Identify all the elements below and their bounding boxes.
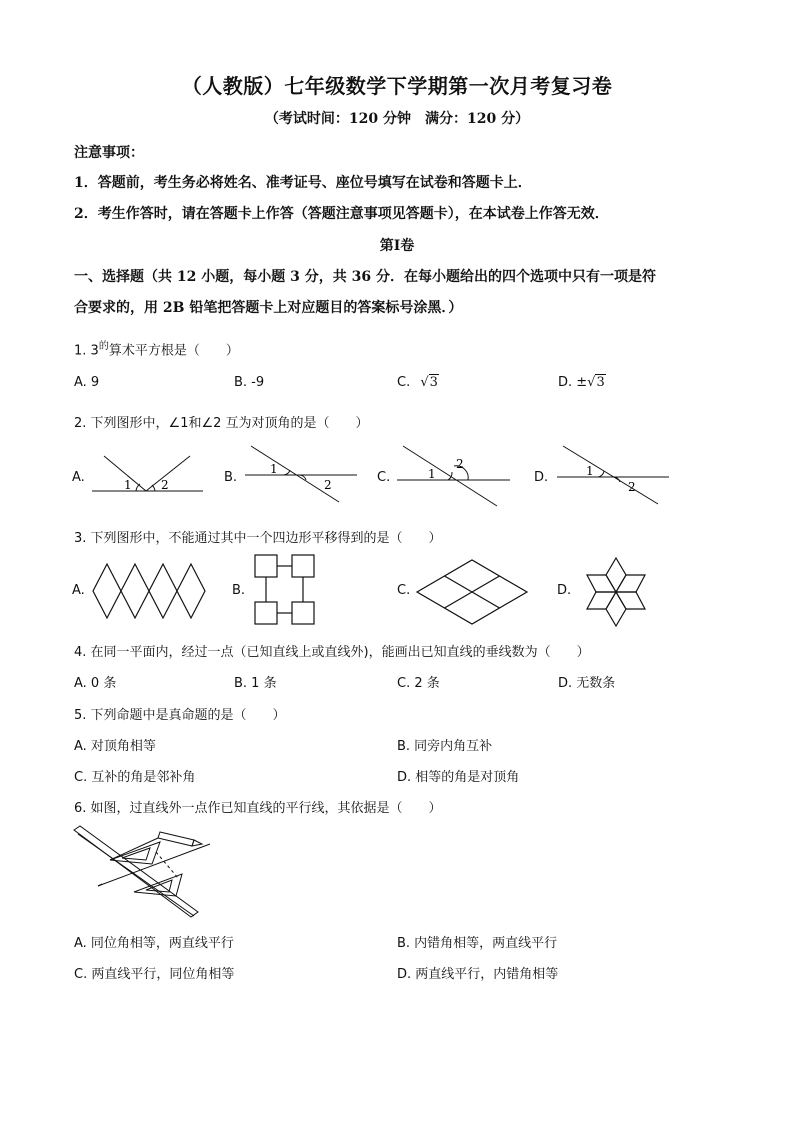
q1-option-d-label: D. ±	[558, 375, 588, 390]
q2-figure-b	[245, 446, 357, 502]
q4-option-d[interactable]: D. 无数条	[558, 676, 616, 691]
question-4-stem: 4. 在同一平面内，经过一点（已知直线上或直线外)，能画出已知直线的垂线数为（ ）	[74, 645, 590, 660]
q6-option-d[interactable]: D. 两直线平行，内错角相等	[397, 967, 559, 982]
q2-figure-a	[92, 456, 203, 491]
q3-option-c[interactable]: C.	[397, 583, 411, 598]
notice-item: 1．答题前，考生务必将姓名、准考证号、座位号填写在试卷和答题卡上．	[74, 175, 532, 191]
q6-figure-ruler-triangle	[70, 822, 230, 922]
question-3-stem: 3. 下列图形中，不能通过其中一个四边形平移得到的是（ ）	[74, 531, 442, 546]
q2-figures	[0, 440, 794, 510]
section-instruction: 一、选择题（共 12 小题，每小题 3 分，共 36 分．在每小题给出的四个选项中只有一项是符	[74, 269, 656, 285]
sqrt-radicand: 3	[596, 375, 605, 390]
q4-option-b[interactable]: B. 1 条	[234, 676, 277, 691]
angle-label-2: 2	[161, 478, 169, 492]
angle-label-2: 2	[628, 480, 636, 494]
q1-option-c[interactable]	[397, 375, 439, 390]
q3-option-a[interactable]: A.	[72, 583, 85, 598]
exam-info: （考试时间：120 分钟 满分：120 分）	[264, 111, 530, 127]
angle-label-1: 1	[270, 462, 278, 476]
q1-option-d[interactable]	[558, 375, 606, 390]
sqrt-radicand: 3	[429, 375, 438, 390]
angle-label-1: 1	[428, 467, 436, 481]
q6-option-c[interactable]: C. 两直线平行，同位角相等	[74, 967, 235, 982]
q3-figure-b	[255, 555, 314, 624]
question-2-stem: 2. 下列图形中，∠1和∠2 互为对顶角的是（ ）	[74, 416, 369, 431]
q3-figures	[0, 550, 794, 635]
q4-option-c[interactable]: C. 2 条	[397, 676, 440, 691]
notice-item: 2．考生作答时，请在答题卡上作答（答题注意事项见答题卡），在本试卷上作答无效．	[74, 206, 609, 222]
q3-figure-d	[587, 558, 645, 626]
q6-option-b[interactable]: B. 内错角相等，两直线平行	[397, 936, 558, 951]
q3-option-b[interactable]: B.	[232, 583, 246, 598]
sqrt-icon: √3	[420, 375, 438, 390]
page-title: （人教版）七年级数学下学期第一次月考复习卷	[181, 74, 613, 98]
q2-option-c[interactable]: C.	[377, 470, 391, 485]
q2-option-d[interactable]: D.	[534, 470, 549, 485]
question-5-stem: 5. 下列命题中是真命题的是（ ）	[74, 708, 286, 723]
q2-option-b[interactable]: B.	[224, 470, 238, 485]
angle-label-2: 2	[324, 478, 332, 492]
q4-option-a[interactable]: A. 0 条	[74, 676, 117, 691]
q5-option-c[interactable]: C. 互补的角是邻补角	[74, 770, 196, 785]
q1-option-b[interactable]: B. -9	[234, 375, 265, 390]
q5-option-d[interactable]: D. 相等的角是对顶角	[397, 770, 520, 785]
question-1-prefix: 1. 3	[74, 343, 99, 359]
angle-label-1: 1	[586, 464, 594, 478]
q6-option-a[interactable]: A. 同位角相等，两直线平行	[74, 936, 234, 951]
volume-title: 第Ⅰ卷	[379, 238, 415, 254]
notice-heading: 注意事项：	[74, 145, 144, 161]
q5-option-a[interactable]: A. 对顶角相等	[74, 739, 156, 754]
question-1-stem	[74, 337, 239, 358]
q3-option-d[interactable]: D.	[557, 583, 572, 598]
q1-option-c-label: C.	[397, 375, 411, 390]
section-instruction: 合要求的，用 2B 铅笔把答题卡上对应题目的答案标号涂黑．）	[74, 300, 463, 316]
q2-figure-c	[397, 446, 510, 506]
q3-figure-c	[417, 560, 527, 624]
angle-label-1: 1	[124, 478, 132, 492]
q2-option-a[interactable]: A.	[72, 470, 85, 485]
q3-figure-a	[93, 564, 205, 618]
sqrt-icon: √3	[587, 375, 605, 390]
q5-option-b[interactable]: B. 同旁内角互补	[397, 739, 493, 754]
question-1-sup: 的	[98, 341, 109, 352]
q1-option-a[interactable]: A. 9	[74, 375, 100, 390]
q2-figure-d	[557, 446, 669, 504]
question-1-suffix: 算术平方根是（ ）	[108, 343, 239, 359]
angle-label-2: 2	[456, 457, 464, 471]
question-6-stem: 6. 如图，过直线外一点作已知直线的平行线，其依据是（ ）	[74, 801, 442, 816]
